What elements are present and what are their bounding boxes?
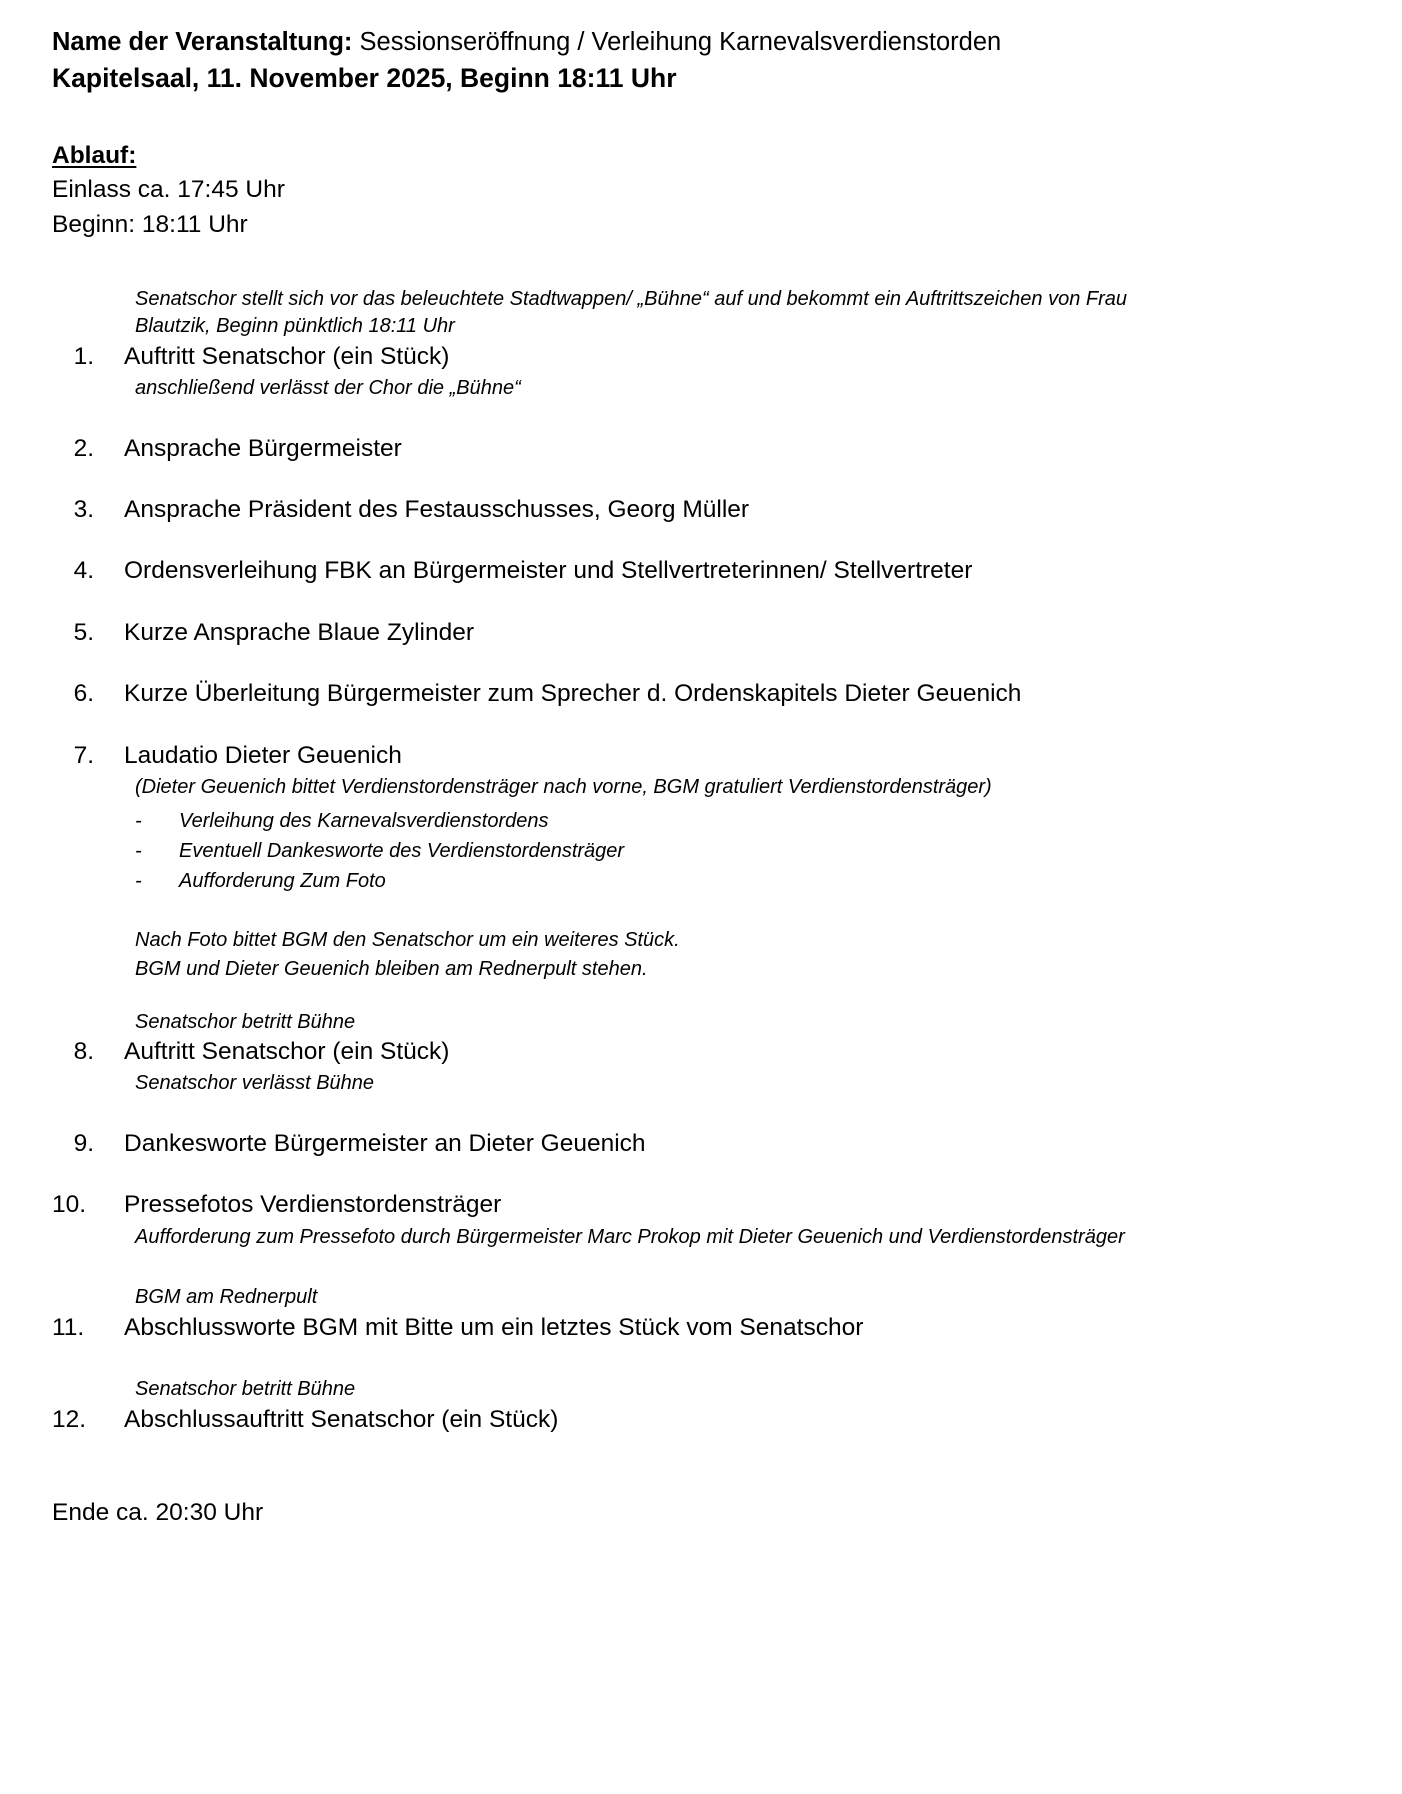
end-time-line: Ende ca. 20:30 Uhr (52, 1499, 264, 1527)
item-sub-bullets (52, 806, 1332, 896)
program-item (52, 678, 1332, 709)
program-item (52, 740, 1332, 771)
spacer (52, 648, 1332, 678)
sub-bullet-text: Aufforderung Zum Foto (179, 869, 386, 892)
item-number: 1. (73, 342, 94, 370)
program-list (52, 286, 1332, 1436)
item-after-note: Senatschor verlässt Bühne (135, 1072, 375, 1095)
spacer (52, 1343, 1332, 1373)
item-text: Kurze Überleitung Bürgermeister zum Sprecher d. Ordenskapitels Dieter Geuenich (124, 680, 1022, 708)
document-header (52, 26, 1332, 96)
item-text: Ansprache Präsident des Festausschusses, Georg Müller (124, 496, 750, 524)
item-text: Pressefotos Verdienstordensträger (124, 1191, 502, 1219)
dash-marker: - (135, 869, 142, 892)
item-before-note: Senatschor betritt Bühne (135, 1378, 356, 1401)
spacer (52, 1098, 1332, 1128)
program-item (52, 341, 1332, 372)
item-number: 4. (73, 557, 94, 585)
program-item (52, 1312, 1332, 1343)
sub-bullet (135, 806, 1332, 836)
program-item (52, 1036, 1332, 1067)
item-text: Auftritt Senatschor (ein Stück) (124, 1038, 450, 1066)
program-item (52, 617, 1332, 648)
event-name-line (52, 26, 1332, 59)
sub-bullet-text: Eventuell Dankesworte des Verdienstordensträger (179, 839, 625, 862)
item-text: Laudatio Dieter Geuenich (124, 741, 402, 769)
program-item (52, 1128, 1332, 1159)
program-item (52, 1189, 1332, 1220)
item-text: Auftritt Senatschor (ein Stück) (124, 342, 450, 370)
event-name-value: Sessionseröffnung / Verleihung Karnevalsverdienstorden (359, 28, 1002, 56)
event-name-label: Name der Veranstaltung: (52, 28, 353, 56)
item-number: 3. (73, 496, 94, 524)
item-number: 9. (73, 1130, 94, 1158)
item-text: Ordensverleihung FBK an Bürgermeister und Stellvertreterinnen/ Stellvertreter (124, 557, 973, 585)
item-before-note: Senatschor betritt Bühne (135, 1010, 356, 1033)
venue-date-line: Kapitelsaal, 11. November 2025, Beginn 18:11 Uhr (52, 63, 677, 94)
spacer (52, 984, 1332, 1006)
item-after-note: Aufforderung zum Pressefoto durch Bürgermeister Marc Prokop mit Dieter Geuenich und Verdienstordensträger (135, 1225, 1125, 1248)
item-number: 5. (73, 618, 94, 646)
program-item (52, 1404, 1332, 1435)
item-text: Ansprache Bürgermeister (124, 434, 402, 462)
ablauf-heading: Ablauf: (52, 142, 137, 170)
program-item (52, 494, 1332, 525)
item-number: 8. (73, 1038, 94, 1066)
item-after-note: (Dieter Geuenich bittet Verdienstordensträger nach vorne, BGM gratuliert Verdienstordensträger) (135, 775, 992, 798)
sub-bullet (135, 836, 1332, 866)
spacer (52, 464, 1332, 494)
item-before-note: BGM am Rednerpult (135, 1286, 318, 1309)
foto-note-line-1: Nach Foto bittet BGM den Senatschor um ein weiteres Stück. (135, 928, 680, 951)
item-text: Abschlussworte BGM mit Bitte um ein letztes Stück vom Senatschor (124, 1313, 864, 1341)
sub-bullet (135, 866, 1332, 896)
item-after-note: anschließend verlässt der Chor die „Bühne“ (135, 377, 521, 400)
beginn-line: Beginn: 18:11 Uhr (52, 210, 248, 238)
spacer (52, 525, 1332, 555)
item-text: Abschlussauftritt Senatschor (ein Stück) (124, 1405, 559, 1433)
spacer (52, 1159, 1332, 1189)
foto-note-line-2: BGM und Dieter Geuenich bleiben am Rednerpult stehen. (135, 957, 648, 980)
item-number: 6. (73, 680, 94, 708)
item-number: 11. (52, 1313, 85, 1341)
dash-marker: - (135, 839, 142, 862)
ablauf-section (52, 140, 1332, 242)
sub-bullet-text: Verleihung des Karnevalsverdienstordens (179, 809, 549, 832)
item-number: 12. (52, 1405, 87, 1433)
spacer (52, 403, 1332, 433)
program-item (52, 555, 1332, 586)
spacer (52, 710, 1332, 740)
spacer (52, 1251, 1332, 1281)
einlass-line: Einlass ca. 17:45 Uhr (52, 175, 285, 203)
item-number: 10. (52, 1191, 87, 1219)
item-text: Kurze Ansprache Blaue Zylinder (124, 618, 474, 646)
item-number: 7. (73, 741, 94, 769)
intro-note: Senatschor stellt sich vor das beleuchtete Stadtwappen/ „Bühne“ auf und bekommt ein Auftrittszeichen von Frau Blautzik, Beginn pünktlich 18:11 Uhr (135, 287, 1128, 338)
spacer (52, 587, 1332, 617)
program-item (52, 433, 1332, 464)
item-number: 2. (73, 434, 94, 462)
item-text: Dankesworte Bürgermeister an Dieter Geuenich (124, 1130, 646, 1158)
spacer (52, 896, 1332, 926)
dash-marker: - (135, 809, 142, 832)
